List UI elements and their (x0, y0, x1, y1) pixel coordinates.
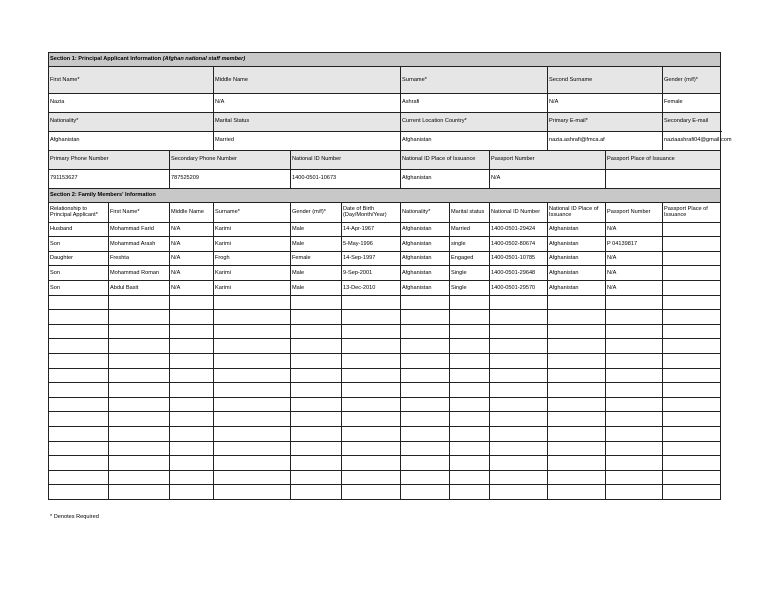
empty-cell[interactable] (109, 295, 170, 310)
empty-cell[interactable] (548, 339, 606, 354)
empty-cell[interactable] (214, 397, 291, 412)
empty-cell[interactable] (291, 470, 342, 485)
empty-cell[interactable] (342, 383, 401, 398)
empty-cell[interactable] (490, 456, 548, 471)
family-cell[interactable]: Mohammad Farid (109, 222, 170, 237)
empty-cell[interactable] (342, 339, 401, 354)
family-cell[interactable]: 1400-0501-29424 (490, 222, 548, 237)
empty-cell[interactable] (109, 397, 170, 412)
empty-cell[interactable] (450, 295, 490, 310)
empty-cell[interactable] (663, 295, 721, 310)
empty-cell[interactable] (342, 485, 401, 500)
family-cell[interactable]: Karimi (214, 237, 291, 252)
empty-cell[interactable] (450, 310, 490, 325)
empty-cell[interactable] (49, 441, 109, 456)
family-header: Marital status (450, 202, 490, 222)
family-cell[interactable]: Son (49, 266, 109, 281)
field2-value[interactable]: Afghanistan (49, 131, 214, 150)
empty-cell[interactable] (214, 368, 291, 383)
family-cell[interactable] (663, 281, 721, 296)
empty-cell[interactable] (606, 339, 663, 354)
family-cell[interactable] (663, 266, 721, 281)
empty-cell[interactable] (170, 485, 214, 500)
empty-cell[interactable] (49, 310, 109, 325)
empty-cell[interactable] (401, 456, 450, 471)
family-cell[interactable]: Engaged (450, 251, 490, 266)
family-header: Middle Name (170, 202, 214, 222)
empty-cell[interactable] (450, 441, 490, 456)
empty-cell[interactable] (401, 470, 450, 485)
family-cell[interactable]: 9-Sep-2001 (342, 266, 401, 281)
field1-value[interactable]: Nazia (49, 93, 214, 112)
family-cell[interactable]: 1400-0501-29570 (490, 281, 548, 296)
section1-title (49, 53, 721, 67)
empty-cell[interactable] (548, 310, 606, 325)
empty-cell[interactable] (663, 383, 721, 398)
family-cell[interactable]: Karimi (214, 281, 291, 296)
empty-cell[interactable] (109, 470, 170, 485)
empty-cell[interactable] (49, 426, 109, 441)
empty-cell[interactable] (548, 324, 606, 339)
empty-cell[interactable] (109, 368, 170, 383)
family-cell[interactable]: Afghanistan (548, 251, 606, 266)
empty-cell[interactable] (214, 412, 291, 427)
empty-cell[interactable] (606, 470, 663, 485)
empty-cell[interactable] (401, 295, 450, 310)
empty-cell[interactable] (450, 397, 490, 412)
field1-label: Surname* (401, 67, 548, 94)
empty-cell[interactable] (490, 339, 548, 354)
family-cell[interactable]: Abdul Basit (109, 281, 170, 296)
family-cell[interactable]: Afghanistan (548, 237, 606, 252)
empty-cell[interactable] (401, 353, 450, 368)
family-cell[interactable]: N/A (170, 266, 214, 281)
empty-cell[interactable] (170, 295, 214, 310)
empty-cell[interactable] (291, 310, 342, 325)
family-cell[interactable]: N/A (606, 266, 663, 281)
empty-cell[interactable] (663, 470, 721, 485)
empty-cell[interactable] (49, 295, 109, 310)
field2-label: Primary E-mail* (548, 112, 663, 131)
empty-cell[interactable] (450, 383, 490, 398)
empty-cell[interactable] (291, 324, 342, 339)
family-cell[interactable]: 1400-0501-29648 (490, 266, 548, 281)
empty-cell[interactable] (606, 485, 663, 500)
empty-cell[interactable] (170, 310, 214, 325)
field3-value[interactable]: Afghanistan (401, 169, 490, 188)
family-cell[interactable]: Male (291, 222, 342, 237)
field2-label: Current Location Country* (401, 112, 548, 131)
empty-cell[interactable] (291, 441, 342, 456)
empty-cell[interactable] (342, 324, 401, 339)
empty-cell[interactable] (214, 441, 291, 456)
empty-cell[interactable] (342, 397, 401, 412)
family-header: National ID Number (490, 202, 548, 222)
empty-cell[interactable] (450, 412, 490, 427)
empty-cell[interactable] (606, 295, 663, 310)
section2-title: Section 2: Family Members' Information (49, 188, 721, 202)
empty-cell[interactable] (450, 324, 490, 339)
empty-cell[interactable] (490, 412, 548, 427)
field3-label: Primary Phone Number (49, 150, 170, 169)
family-header: Nationality* (401, 202, 450, 222)
family-cell[interactable]: N/A (170, 222, 214, 237)
empty-cell[interactable] (548, 353, 606, 368)
family-cell[interactable]: Afghanistan (401, 237, 450, 252)
family-cell[interactable]: Afghanistan (548, 281, 606, 296)
family-cell[interactable]: Afghanistan (548, 222, 606, 237)
empty-cell[interactable] (548, 485, 606, 500)
empty-cell[interactable] (450, 426, 490, 441)
empty-cell[interactable] (291, 426, 342, 441)
empty-cell[interactable] (109, 426, 170, 441)
empty-cell[interactable] (401, 412, 450, 427)
empty-cell[interactable] (548, 397, 606, 412)
family-cell[interactable]: Afghanistan (401, 222, 450, 237)
family-cell[interactable]: N/A (606, 281, 663, 296)
family-header: Surname* (214, 202, 291, 222)
family-cell[interactable]: Karimi (214, 222, 291, 237)
applicant-form (48, 52, 732, 500)
field3-label: Secondary Phone Number (170, 150, 291, 169)
empty-cell[interactable] (606, 426, 663, 441)
empty-cell[interactable] (606, 310, 663, 325)
empty-cell[interactable] (663, 441, 721, 456)
empty-cell[interactable] (663, 485, 721, 500)
empty-cell[interactable] (663, 353, 721, 368)
field3-value[interactable] (606, 169, 721, 188)
field1-value[interactable]: N/A (548, 93, 663, 112)
empty-cell[interactable] (450, 353, 490, 368)
field3-label: Passport Number (490, 150, 606, 169)
section1-title-text: Section 1: Principal Applicant Information (50, 56, 162, 63)
empty-cell[interactable] (291, 485, 342, 500)
empty-cell[interactable] (490, 310, 548, 325)
family-cell[interactable]: 5-May-1996 (342, 237, 401, 252)
family-cell[interactable]: Afghanistan (401, 281, 450, 296)
family-cell[interactable]: 1400-0502-80674 (490, 237, 548, 252)
empty-cell[interactable] (401, 397, 450, 412)
empty-cell[interactable] (606, 368, 663, 383)
field1-label: First Name* (49, 67, 214, 94)
empty-cell[interactable] (342, 295, 401, 310)
empty-cell[interactable] (548, 295, 606, 310)
section1-title-note: (Afghan national staff member) (162, 56, 246, 63)
empty-cell[interactable] (490, 368, 548, 383)
empty-cell[interactable] (606, 456, 663, 471)
empty-cell[interactable] (109, 383, 170, 398)
empty-cell[interactable] (170, 383, 214, 398)
family-header: Passport Place of Issuance (663, 202, 721, 222)
family-cell[interactable]: Male (291, 237, 342, 252)
family-cell[interactable]: Mohammad Arash (109, 237, 170, 252)
empty-cell[interactable] (548, 368, 606, 383)
empty-cell[interactable] (291, 412, 342, 427)
family-cell[interactable]: 1400-0501-10785 (490, 251, 548, 266)
empty-cell[interactable] (548, 470, 606, 485)
field2-label: Marital Status (214, 112, 401, 131)
family-cell[interactable]: Married (450, 222, 490, 237)
empty-cell[interactable] (214, 353, 291, 368)
empty-cell[interactable] (214, 383, 291, 398)
empty-cell[interactable] (606, 441, 663, 456)
family-cell[interactable]: 14-Apr-1967 (342, 222, 401, 237)
empty-cell[interactable] (490, 441, 548, 456)
empty-cell[interactable] (214, 339, 291, 354)
family-cell[interactable]: Afghanistan (401, 266, 450, 281)
empty-cell[interactable] (401, 310, 450, 325)
empty-cell[interactable] (342, 426, 401, 441)
field3-label: Passport Place of Issuance (606, 150, 721, 169)
empty-cell[interactable] (49, 353, 109, 368)
field3-value[interactable]: 1400-0501-10673 (291, 169, 401, 188)
family-header: Passport Number (606, 202, 663, 222)
empty-cell[interactable] (49, 470, 109, 485)
empty-cell[interactable] (291, 397, 342, 412)
family-cell[interactable]: 14-Sep-1997 (342, 251, 401, 266)
empty-cell[interactable] (490, 470, 548, 485)
empty-cell[interactable] (342, 456, 401, 471)
empty-cell[interactable] (109, 456, 170, 471)
family-cell[interactable]: Karimi (214, 266, 291, 281)
empty-cell[interactable] (450, 485, 490, 500)
family-cell[interactable]: Single (450, 281, 490, 296)
empty-cell[interactable] (663, 310, 721, 325)
family-cell[interactable]: Afghanistan (548, 266, 606, 281)
empty-cell[interactable] (214, 456, 291, 471)
field2-value[interactable]: Married (214, 131, 401, 150)
family-cell[interactable]: Single (450, 266, 490, 281)
empty-cell[interactable] (342, 470, 401, 485)
field2-label: Secondary E-mail (663, 112, 721, 131)
empty-cell[interactable] (291, 295, 342, 310)
empty-cell[interactable] (663, 456, 721, 471)
family-header: National ID Place of Issuance (548, 202, 606, 222)
empty-cell[interactable] (490, 397, 548, 412)
field3-value[interactable]: 787525209 (170, 169, 291, 188)
empty-cell[interactable] (49, 485, 109, 500)
empty-cell[interactable] (342, 441, 401, 456)
field3-label: National ID Number (291, 150, 401, 169)
field1-label: Middle Name (214, 67, 401, 94)
field3-label: National ID Place of Issuance (401, 150, 490, 169)
empty-cell[interactable] (490, 426, 548, 441)
empty-cell[interactable] (548, 456, 606, 471)
empty-cell[interactable] (214, 295, 291, 310)
field1-value[interactable]: Ashrafi (401, 93, 548, 112)
empty-cell[interactable] (170, 456, 214, 471)
field1-label: Gender (m/f)* (663, 67, 721, 94)
empty-cell[interactable] (170, 324, 214, 339)
form-table (48, 52, 732, 500)
empty-cell[interactable] (401, 485, 450, 500)
empty-cell[interactable] (49, 397, 109, 412)
family-cell[interactable]: Freshta (109, 251, 170, 266)
empty-cell[interactable] (109, 310, 170, 325)
empty-cell[interactable] (401, 324, 450, 339)
empty-cell[interactable] (49, 456, 109, 471)
empty-cell[interactable] (109, 353, 170, 368)
empty-cell[interactable] (450, 470, 490, 485)
family-cell[interactable]: Mohammad Roman (109, 266, 170, 281)
empty-cell[interactable] (342, 412, 401, 427)
empty-cell[interactable] (214, 324, 291, 339)
empty-cell[interactable] (291, 339, 342, 354)
empty-cell[interactable] (548, 383, 606, 398)
empty-cell[interactable] (548, 412, 606, 427)
empty-cell[interactable] (606, 412, 663, 427)
empty-cell[interactable] (606, 397, 663, 412)
empty-cell[interactable] (291, 353, 342, 368)
empty-cell[interactable] (450, 456, 490, 471)
family-cell[interactable]: Son (49, 281, 109, 296)
empty-cell[interactable] (214, 470, 291, 485)
empty-cell[interactable] (49, 368, 109, 383)
empty-cell[interactable] (490, 353, 548, 368)
empty-cell[interactable] (170, 426, 214, 441)
empty-cell[interactable] (170, 412, 214, 427)
empty-cell[interactable] (548, 426, 606, 441)
empty-cell[interactable] (548, 441, 606, 456)
family-header: Date of Birth (Day/Month/Year) (342, 202, 401, 222)
family-header: Relationship to Principal Applicant* (49, 202, 109, 222)
family-cell[interactable]: N/A (606, 222, 663, 237)
family-cell[interactable]: Husband (49, 222, 109, 237)
empty-cell[interactable] (214, 310, 291, 325)
empty-cell[interactable] (214, 485, 291, 500)
family-cell[interactable]: P 04139817 (606, 237, 663, 252)
field1-label: Second Surname (548, 67, 663, 94)
empty-cell[interactable] (606, 324, 663, 339)
empty-cell[interactable] (170, 470, 214, 485)
empty-cell[interactable] (663, 412, 721, 427)
empty-cell[interactable] (490, 324, 548, 339)
empty-cell[interactable] (663, 324, 721, 339)
empty-cell[interactable] (450, 368, 490, 383)
empty-cell[interactable] (170, 339, 214, 354)
empty-cell[interactable] (342, 368, 401, 383)
family-cell[interactable]: N/A (170, 237, 214, 252)
empty-cell[interactable] (214, 426, 291, 441)
family-cell[interactable]: Female (291, 251, 342, 266)
empty-cell[interactable] (663, 426, 721, 441)
family-cell[interactable]: N/A (170, 281, 214, 296)
field3-value[interactable]: N/A (490, 169, 606, 188)
empty-cell[interactable] (291, 368, 342, 383)
empty-cell[interactable] (109, 339, 170, 354)
field2-label: Nationality* (49, 112, 214, 131)
empty-cell[interactable] (490, 485, 548, 500)
field1-value[interactable]: N/A (214, 93, 401, 112)
family-header: First Name* (109, 202, 170, 222)
empty-cell[interactable] (170, 353, 214, 368)
empty-cell[interactable] (170, 368, 214, 383)
empty-cell[interactable] (663, 339, 721, 354)
empty-cell[interactable] (401, 339, 450, 354)
family-cell[interactable]: Frogh (214, 251, 291, 266)
family-cell[interactable] (663, 251, 721, 266)
family-cell[interactable]: Male (291, 281, 342, 296)
empty-cell[interactable] (450, 339, 490, 354)
empty-cell[interactable] (401, 441, 450, 456)
empty-cell[interactable] (109, 441, 170, 456)
family-cell[interactable]: Daughter (49, 251, 109, 266)
empty-cell[interactable] (170, 441, 214, 456)
empty-cell[interactable] (170, 397, 214, 412)
empty-cell[interactable] (606, 383, 663, 398)
family-cell[interactable]: N/A (606, 251, 663, 266)
empty-cell[interactable] (109, 412, 170, 427)
empty-cell[interactable] (663, 368, 721, 383)
field2-value[interactable]: Afghanistan (401, 131, 548, 150)
family-header: Gender (m/f)* (291, 202, 342, 222)
family-cell[interactable] (663, 237, 721, 252)
family-cell[interactable]: N/A (170, 251, 214, 266)
field3-value[interactable]: 791153627 (49, 169, 170, 188)
empty-cell[interactable] (109, 485, 170, 500)
empty-cell[interactable] (109, 324, 170, 339)
empty-cell[interactable] (490, 383, 548, 398)
empty-cell[interactable] (291, 383, 342, 398)
field1-value[interactable]: Female (663, 93, 721, 112)
empty-cell[interactable] (49, 324, 109, 339)
empty-cell[interactable] (401, 383, 450, 398)
required-footnote: * Denotes Required (50, 514, 99, 520)
empty-cell[interactable] (342, 310, 401, 325)
empty-cell[interactable] (490, 295, 548, 310)
empty-cell[interactable] (49, 383, 109, 398)
field2-value[interactable]: naziaashrafi04@gmail.com (663, 131, 721, 150)
empty-cell[interactable] (49, 412, 109, 427)
empty-cell[interactable] (401, 426, 450, 441)
family-cell[interactable]: Afghanistan (401, 251, 450, 266)
empty-cell[interactable] (663, 397, 721, 412)
field2-value[interactable]: nazia.ashrafi@fmca.af (548, 131, 663, 150)
empty-cell[interactable] (401, 368, 450, 383)
family-cell[interactable]: Son (49, 237, 109, 252)
empty-cell[interactable] (606, 353, 663, 368)
family-cell[interactable]: 13-Dec-2010 (342, 281, 401, 296)
family-cell[interactable]: single (450, 237, 490, 252)
empty-cell[interactable] (342, 353, 401, 368)
family-cell[interactable] (663, 222, 721, 237)
empty-cell[interactable] (49, 339, 109, 354)
family-cell[interactable]: Male (291, 266, 342, 281)
empty-cell[interactable] (291, 456, 342, 471)
